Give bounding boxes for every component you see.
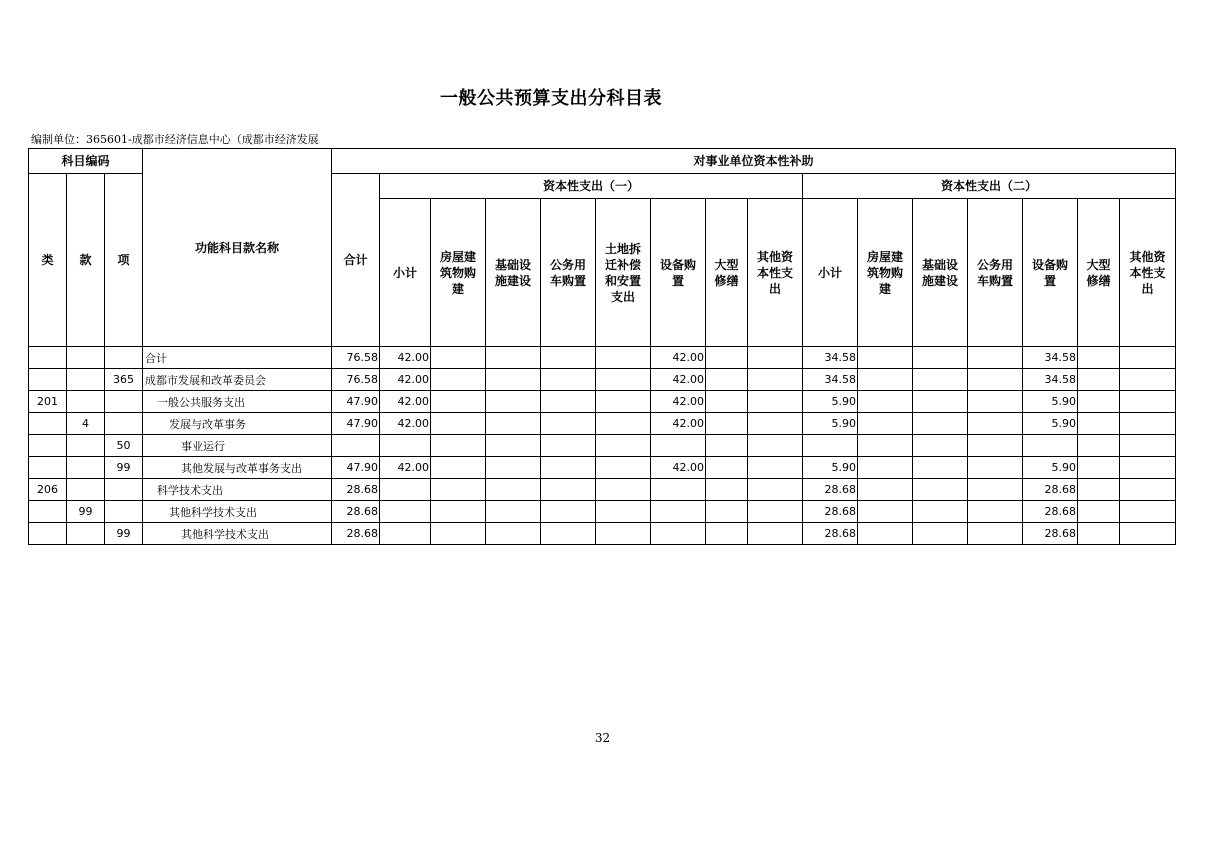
cell-g2-value: 28.68 (1023, 501, 1078, 523)
cell-g1-value (596, 501, 651, 523)
header-capital-subsidy: 对事业单位资本性补助 (332, 149, 1176, 174)
cell-g1-value (486, 347, 541, 369)
header-g1-land-compensation: 土地拆迁补偿和安置支出 (596, 199, 651, 347)
header-g1-building: 房屋建筑物购建 (431, 199, 486, 347)
header-g1-infrastructure: 基础设施建设 (486, 199, 541, 347)
cell-lei (29, 457, 67, 479)
cell-g2-value (968, 347, 1023, 369)
cell-g1-value: 42.00 (380, 369, 431, 391)
cell-total: 47.90 (332, 413, 380, 435)
cell-g1-value (706, 457, 748, 479)
cell-function-name: 事业运行 (143, 435, 332, 457)
table-row (29, 501, 1176, 523)
header-g2-building: 房屋建筑物购建 (858, 199, 913, 347)
cell-xiang: 365 (105, 369, 143, 391)
cell-g2-value (968, 413, 1023, 435)
cell-kuan (67, 435, 105, 457)
cell-total: 28.68 (332, 523, 380, 545)
cell-g2-value (1120, 347, 1176, 369)
cell-lei (29, 369, 67, 391)
table-row (29, 413, 1176, 435)
cell-g1-value (541, 523, 596, 545)
table-row (29, 347, 1176, 369)
cell-g2-value (1078, 479, 1120, 501)
cell-kuan: 4 (67, 413, 105, 435)
cell-g2-value (858, 479, 913, 501)
cell-g1-value (541, 501, 596, 523)
header-g1-major-repair: 大型修缮 (706, 199, 748, 347)
cell-g1-value (596, 369, 651, 391)
header-g2-infrastructure: 基础设施建设 (913, 199, 968, 347)
cell-g1-value (651, 501, 706, 523)
header-lei: 类 (29, 174, 67, 347)
cell-g2-value: 34.58 (803, 347, 858, 369)
cell-total: 28.68 (332, 501, 380, 523)
header-g2-subtotal: 小计 (803, 199, 858, 347)
cell-g2-value (1078, 523, 1120, 545)
cell-g2-value (913, 391, 968, 413)
cell-g1-value (541, 391, 596, 413)
cell-g1-value (596, 457, 651, 479)
cell-g2-value (913, 435, 968, 457)
cell-g2-value (858, 523, 913, 545)
cell-g1-value (748, 391, 803, 413)
cell-lei (29, 347, 67, 369)
cell-g1-value (380, 435, 431, 457)
cell-g1-value (748, 347, 803, 369)
cell-total: 47.90 (332, 391, 380, 413)
cell-g2-value (913, 413, 968, 435)
cell-g2-value (1078, 391, 1120, 413)
budget-table (28, 148, 1176, 545)
cell-g1-value (596, 435, 651, 457)
table-row (29, 523, 1176, 545)
cell-g2-value (1120, 523, 1176, 545)
cell-g1-value (596, 347, 651, 369)
cell-xiang: 99 (105, 523, 143, 545)
header-g1-other-capital: 其他资本性支出 (748, 199, 803, 347)
cell-g1-value (748, 413, 803, 435)
cell-g2-value: 34.58 (803, 369, 858, 391)
cell-lei (29, 501, 67, 523)
cell-g1-value (651, 479, 706, 501)
cell-g1-value (431, 501, 486, 523)
cell-g2-value (1078, 347, 1120, 369)
cell-function-name: 发展与改革事务 (143, 413, 332, 435)
cell-total: 76.58 (332, 347, 380, 369)
cell-g2-value (858, 347, 913, 369)
header-function-name: 功能科目款名称 (143, 149, 332, 347)
header-g2-vehicle: 公务用车购置 (968, 199, 1023, 347)
cell-g1-value (541, 369, 596, 391)
cell-g2-value (1120, 479, 1176, 501)
cell-function-name: 其他发展与改革事务支出 (143, 457, 332, 479)
cell-xiang (105, 479, 143, 501)
cell-xiang (105, 347, 143, 369)
header-total: 合计 (332, 174, 380, 347)
cell-g2-value (1023, 435, 1078, 457)
cell-g1-value (431, 413, 486, 435)
cell-g2-value (913, 501, 968, 523)
header-kuan: 款 (67, 174, 105, 347)
cell-g1-value (748, 523, 803, 545)
cell-g1-value: 42.00 (380, 347, 431, 369)
cell-g1-value (706, 369, 748, 391)
cell-lei: 206 (29, 479, 67, 501)
cell-g1-value (596, 413, 651, 435)
cell-g1-value (431, 391, 486, 413)
cell-g1-value (541, 435, 596, 457)
cell-xiang: 99 (105, 457, 143, 479)
cell-g2-value (968, 391, 1023, 413)
cell-g1-value (380, 523, 431, 545)
cell-function-name: 其他科学技术支出 (143, 523, 332, 545)
cell-g2-value: 28.68 (1023, 479, 1078, 501)
cell-g1-value (541, 457, 596, 479)
cell-xiang (105, 413, 143, 435)
cell-function-name: 成都市发展和改革委员会 (143, 369, 332, 391)
cell-kuan (67, 523, 105, 545)
cell-g2-value (1120, 501, 1176, 523)
cell-g1-value (706, 391, 748, 413)
cell-g1-value (706, 479, 748, 501)
cell-g2-value: 5.90 (1023, 413, 1078, 435)
cell-xiang: 50 (105, 435, 143, 457)
header-g2-major-repair: 大型修缮 (1078, 199, 1120, 347)
cell-g1-value (706, 501, 748, 523)
cell-g2-value (968, 501, 1023, 523)
cell-g2-value (858, 391, 913, 413)
cell-function-name: 其他科学技术支出 (143, 501, 332, 523)
cell-g1-value (651, 435, 706, 457)
table-row (29, 479, 1176, 501)
cell-g2-value (1120, 435, 1176, 457)
cell-g2-value: 5.90 (803, 457, 858, 479)
cell-g2-value (968, 479, 1023, 501)
cell-g1-value (486, 391, 541, 413)
table-row (29, 391, 1176, 413)
page-number: 32 (594, 731, 611, 745)
cell-g2-value (913, 523, 968, 545)
cell-g2-value (858, 457, 913, 479)
cell-g1-value (431, 347, 486, 369)
cell-g1-value (486, 523, 541, 545)
header-capital-group-2: 资本性支出（二） (803, 174, 1176, 199)
cell-total: 47.90 (332, 457, 380, 479)
table-row (29, 457, 1176, 479)
cell-g2-value (968, 369, 1023, 391)
cell-g2-value (858, 501, 913, 523)
cell-g2-value (913, 369, 968, 391)
cell-total: 28.68 (332, 479, 380, 501)
cell-g1-value (431, 457, 486, 479)
cell-g2-value: 28.68 (803, 523, 858, 545)
cell-g2-value: 5.90 (1023, 391, 1078, 413)
cell-g2-value (1078, 413, 1120, 435)
cell-g2-value (1078, 501, 1120, 523)
cell-total: 76.58 (332, 369, 380, 391)
cell-g1-value: 42.00 (651, 391, 706, 413)
header-code-group: 科目编码 (29, 149, 143, 174)
cell-kuan (67, 479, 105, 501)
cell-g1-value (748, 369, 803, 391)
cell-g1-value: 42.00 (651, 369, 706, 391)
cell-g1-value: 42.00 (651, 347, 706, 369)
cell-g2-value: 5.90 (803, 391, 858, 413)
cell-g2-value (968, 523, 1023, 545)
cell-g2-value (913, 457, 968, 479)
cell-g1-value (541, 347, 596, 369)
cell-g2-value (968, 457, 1023, 479)
cell-g1-value (486, 435, 541, 457)
cell-g1-value (748, 479, 803, 501)
cell-g1-value (486, 413, 541, 435)
cell-xiang (105, 391, 143, 413)
cell-g1-value (748, 501, 803, 523)
cell-g2-value (1078, 369, 1120, 391)
cell-g2-value: 5.90 (803, 413, 858, 435)
cell-g2-value (1120, 457, 1176, 479)
cell-g1-value (431, 523, 486, 545)
cell-g2-value (1078, 435, 1120, 457)
header-g1-subtotal: 小计 (380, 199, 431, 347)
table-body (29, 347, 1176, 545)
cell-g1-value (541, 479, 596, 501)
compiling-unit-label: 编制单位：365601-成都市经济信息中心（成都市经济发展 (31, 133, 319, 146)
cell-g2-value (858, 413, 913, 435)
cell-g2-value (1120, 391, 1176, 413)
cell-g2-value (913, 347, 968, 369)
cell-g1-value (596, 523, 651, 545)
cell-kuan (67, 457, 105, 479)
cell-function-name: 一般公共服务支出 (143, 391, 332, 413)
cell-g1-value (380, 479, 431, 501)
cell-kuan: 99 (67, 501, 105, 523)
cell-g2-value: 5.90 (1023, 457, 1078, 479)
header-capital-group-1: 资本性支出（一） (380, 174, 803, 199)
cell-g1-value: 42.00 (380, 391, 431, 413)
cell-g1-value (486, 479, 541, 501)
cell-kuan (67, 369, 105, 391)
cell-g2-value (968, 435, 1023, 457)
header-g2-equipment: 设备购置 (1023, 199, 1078, 347)
cell-g2-value (913, 479, 968, 501)
cell-g2-value (1078, 457, 1120, 479)
cell-g1-value (431, 435, 486, 457)
cell-xiang (105, 501, 143, 523)
page-title: 一般公共预算支出分科目表 (440, 88, 662, 109)
cell-g2-value: 28.68 (803, 501, 858, 523)
cell-g1-value (651, 523, 706, 545)
cell-g1-value (486, 369, 541, 391)
cell-g1-value (486, 501, 541, 523)
cell-g1-value (706, 413, 748, 435)
cell-g2-value (1120, 413, 1176, 435)
cell-g2-value: 28.68 (803, 479, 858, 501)
cell-g1-value (748, 435, 803, 457)
cell-g1-value: 42.00 (380, 413, 431, 435)
cell-g2-value (1120, 369, 1176, 391)
cell-g1-value: 42.00 (651, 413, 706, 435)
cell-g1-value (706, 435, 748, 457)
cell-g1-value (748, 457, 803, 479)
table-header (29, 149, 1176, 347)
cell-g2-value: 28.68 (1023, 523, 1078, 545)
cell-g1-value: 42.00 (651, 457, 706, 479)
cell-g1-value (706, 523, 748, 545)
cell-g1-value: 42.00 (380, 457, 431, 479)
cell-g1-value (431, 479, 486, 501)
cell-lei (29, 435, 67, 457)
cell-kuan (67, 391, 105, 413)
cell-lei (29, 413, 67, 435)
cell-function-name: 科学技术支出 (143, 479, 332, 501)
header-g1-equipment: 设备购置 (651, 199, 706, 347)
cell-g2-value: 34.58 (1023, 369, 1078, 391)
header-g2-other-capital: 其他资本性支出 (1120, 199, 1176, 347)
header-g1-vehicle: 公务用车购置 (541, 199, 596, 347)
cell-g1-value (380, 501, 431, 523)
cell-kuan (67, 347, 105, 369)
cell-g2-value: 34.58 (1023, 347, 1078, 369)
cell-lei: 201 (29, 391, 67, 413)
cell-g1-value (596, 479, 651, 501)
cell-g1-value (541, 413, 596, 435)
cell-lei (29, 523, 67, 545)
cell-g2-value (858, 435, 913, 457)
cell-g1-value (486, 457, 541, 479)
header-xiang: 项 (105, 174, 143, 347)
cell-g2-value (858, 369, 913, 391)
table-row (29, 369, 1176, 391)
cell-function-name: 合计 (143, 347, 332, 369)
cell-g1-value (431, 369, 486, 391)
cell-g2-value (803, 435, 858, 457)
cell-total (332, 435, 380, 457)
cell-g1-value (706, 347, 748, 369)
table-row (29, 435, 1176, 457)
cell-g1-value (596, 391, 651, 413)
